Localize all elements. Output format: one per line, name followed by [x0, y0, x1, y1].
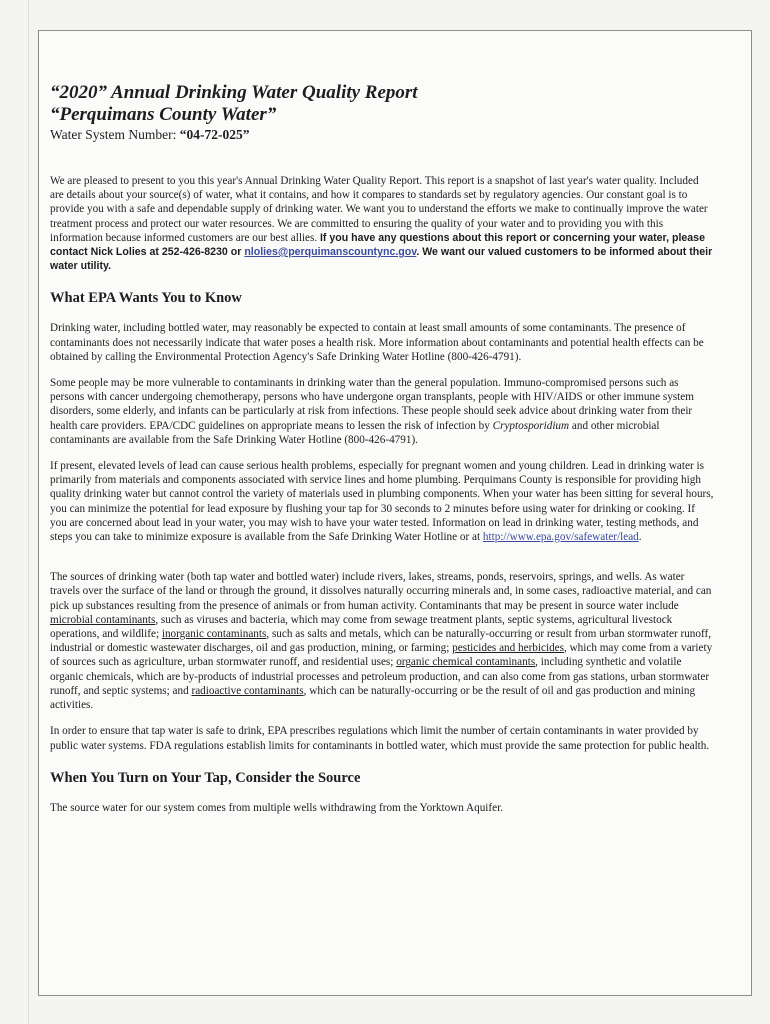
- regulations-paragraph: In order to ensure that tap water is safe to drink, EPA prescribes regulations which limit the number of certain contaminants in water provided by public water systems. FDA regulations establish limits for contaminants in bottled water, which must provide the same protection for public health.: [50, 725, 710, 752]
- report-subtitle: “Perquimans County Water”: [50, 104, 277, 125]
- document-body: [50, 82, 714, 827]
- title-block: [50, 82, 714, 144]
- epa-lead-link[interactable]: http://www.epa.gov/safewater/lead: [482, 531, 639, 544]
- intro-paragraph: We are pleased to present to you this year's Annual Drinking Water Quality Report. This report is a snapshot of last year's water quality. Included are details about your source(s) of water, what it contains, and how it compares to standards set by regulatory agencies. Our constant goal is to provide you with a safe and dependable supply of drinking water. We want you to understand the efforts we make to continually improve the water treatment process and protect our water resources. We are committed to ensuring the quality of your water and to providing you with this information because informed customers are our best allies. If you have any questions about this report or concerning your water, please contact Nick Lolies at 252-426-8230 or nlolies@perquimanscountync.gov. We want our valued customers to be informed about their water utility.: [50, 175, 713, 273]
- epa-paragraph-1: Drinking water, including bottled water, may reasonably be expected to contain at least small amounts of some contaminants. The presence of contaminants does not necessarily indicate that water poses a health risk. More information about contaminants and potential health effects can be obtained by calling the Environmental Protection Agency's Safe Drinking Water Hotline (800-426-4791).: [50, 322, 704, 363]
- scan-edge-line: [28, 0, 29, 1024]
- source-paragraph: The source water for our system comes from multiple wells withdrawing from the Yorktown Aquifer.: [50, 801, 504, 814]
- epa-paragraph-2: Some people may be more vulnerable to contaminants in drinking water than the general population. Immuno-compromised persons such as persons with cancer undergoing chemotherapy, persons who have undergone organ transplants, people with HIV/AIDS or other immune system disorders, some elderly, and infants can be particularly at risk from infections. These people should seek advice about drinking water from their health care providers. EPA/CDC guidelines on appropriate means to lessen the risk of infection by Cryptosporidium and other microbial contaminants are available from the Safe Drinking Water Hotline (800-426-4791).: [50, 377, 694, 446]
- water-system-number: Water System Number: “04-72-025”: [50, 127, 250, 142]
- epa-paragraph-lead: If present, elevated levels of lead can cause serious health problems, especially for pregnant women and young children. Lead in drinking water is primarily from materials and components associated with service lines and home plumbing. Perquimans County is responsible for providing high quality drinking water but cannot control the variety of materials used in plumbing components. When your water has been sitting for several hours, you can minimize the potential for lead exposure by flushing your tap for 30 seconds to 2 minutes before using water for drinking or cooking. If you are concerned about lead in your water, you may wish to have your water tested. Information on lead in drinking water, testing methods, and steps you can take to minimize exposure is available from the Safe Drinking Water Hotline or at http://www.epa.gov/safewater/lead.: [50, 460, 714, 544]
- contact-email-link[interactable]: nlolies@perquimanscountync.gov: [244, 246, 417, 259]
- report-title: “2020” Annual Drinking Water Quality Report: [50, 82, 418, 103]
- contact-text: If you have any questions about this report or concerning your water, please contact Nick Lolies at 252-426-8230 or nlolies@perquimanscountync.gov. We want our valued customers to be informed about their water utility.: [50, 231, 713, 273]
- section-heading-epa: What EPA Wants You to Know: [50, 290, 242, 307]
- section-heading-source: When You Turn on Your Tap, Consider the Source: [50, 769, 361, 786]
- sources-paragraph: The sources of drinking water (both tap water and bottled water) include rivers, lakes, streams, ponds, reservoirs, springs, and wells. As water travels over the surface of the land or through the ground, it dissolves naturally occurring minerals and, in some cases, radioactive material, and can pick up substances resulting from the presence of animals or from human activity. Contaminants that may be present in source water include microbial contaminants, such as viruses and bacteria, which may come from sewage treatment plants, septic systems, agricultural livestock operations, and wildlife; inorganic contaminants, such as salts and metals, which can be naturally-occurring or result from urban stormwater runoff, industrial or domestic wastewater discharges, oil and gas production, mining, or farming; pesticides and herbicides, which may come from a variety of sources such as agriculture, urban stormwater runoff, and residential uses; organic chemical contaminants, including synthetic and volatile organic chemicals, which are by-products of industrial processes and petroleum production, and can also come from gas stations, urban stormwater runoff, and septic systems; and radioactive contaminants, which can be naturally-occurring or be the result of oil and gas production and mining activities.: [50, 571, 713, 712]
